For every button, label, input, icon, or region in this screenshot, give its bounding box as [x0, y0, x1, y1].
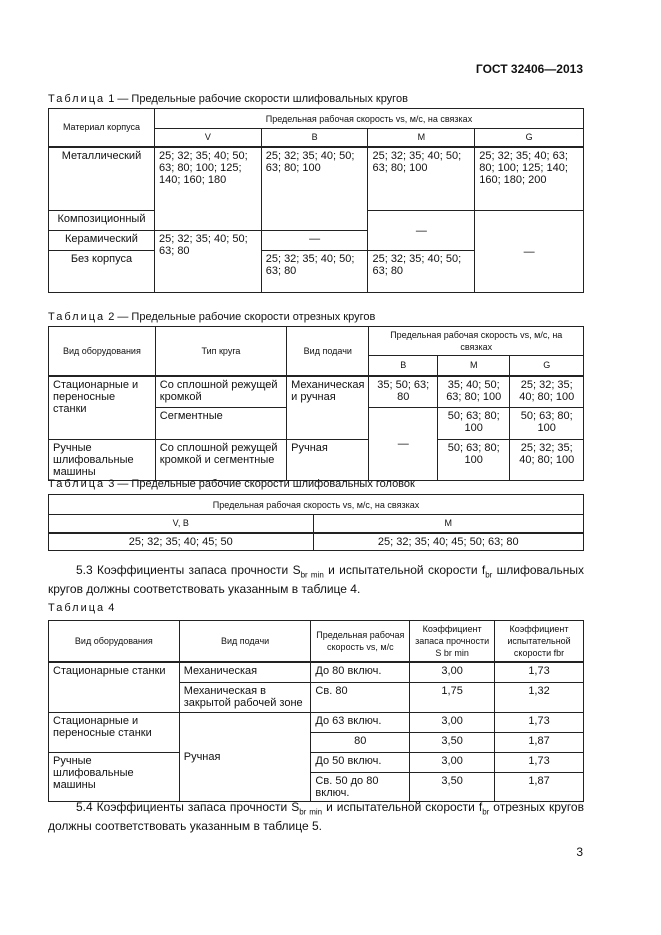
- t1-bond-g: G: [475, 129, 584, 147]
- p53-text-a: 5.3 Коэффициенты запаса прочности S: [76, 563, 301, 577]
- table1: [48, 108, 584, 293]
- t2-dash-b: —: [369, 408, 438, 481]
- t2-r1-b: 35; 50; 63; 80: [369, 376, 438, 408]
- t1-metal-v: 25; 32; 35; 40; 50; 63; 80; 100; 125; 140; 160; 180: [154, 147, 261, 231]
- table3: [48, 494, 584, 551]
- paragraph-5-3: [48, 563, 584, 597]
- t2-bond-g: G: [510, 356, 584, 376]
- t1-bond-v: V: [154, 129, 261, 147]
- t3-val-vb: 25; 32; 35; 40; 45; 50: [49, 533, 314, 551]
- t1-material-metal: Металлический: [49, 147, 155, 211]
- t1-dash-g: —: [475, 211, 584, 293]
- t4-r1-coef: 3,00: [410, 662, 495, 682]
- t4-r5-speed: До 50 включ.: [311, 752, 410, 772]
- t4-r3-coef: 3,00: [410, 712, 495, 732]
- t4-r3-speed: До 63 включ.: [311, 712, 410, 732]
- p54-text-e: отрезных кругов должны соответствовать указанным в таблице 5.: [48, 800, 584, 834]
- t4-r4-coef: 3,50: [410, 732, 495, 752]
- t1-header-material: Материал корпуса: [49, 109, 155, 147]
- t2-r3-m: 50; 63; 80; 100: [437, 440, 509, 481]
- t4-header-speed: Предельная рабочая скорость vs, м/с: [311, 621, 410, 663]
- t3-bond-vb: V, B: [49, 515, 314, 533]
- paragraph-5-4: [48, 800, 584, 834]
- t1-metal-g: 25; 32; 35; 40; 63; 80; 100; 125; 140; 160; 180; 200: [475, 147, 584, 211]
- p53-sub-b: br min: [300, 570, 324, 580]
- p54-sub-d: br: [482, 807, 490, 817]
- table3-caption: [48, 478, 415, 490]
- t4-feed-mech: Механическая: [179, 662, 311, 682]
- t2-wheel-segment: Сегментные: [155, 408, 286, 440]
- t4-r4-test: 1,87: [495, 732, 584, 752]
- t4-header-equipment: Вид оборудования: [49, 621, 180, 663]
- t4-equipment-stationary-portable: Стационарные и переносные станки: [49, 712, 180, 752]
- table2-caption-word: Таблица: [48, 311, 106, 323]
- t3-header-speed: Предельная рабочая скорость vs, м/с, на связках: [49, 495, 584, 515]
- t2-feed-manual: Ручная: [287, 440, 369, 481]
- t4-header-test: Коэффициент испытательной скорости fbr: [495, 621, 584, 663]
- t4-r2-coef: 1,75: [410, 682, 495, 712]
- t1-metal-b: 25; 32; 35; 40; 50; 63; 80; 100: [261, 147, 368, 231]
- table2-caption: [48, 311, 375, 323]
- t2-header-wheel: Тип круга: [155, 327, 286, 376]
- t4-header-feed: Вид подачи: [179, 621, 311, 663]
- table1-caption: [48, 93, 408, 105]
- t2-header-speed: Предельная рабочая скорость vs, м/с, на связках: [369, 327, 584, 356]
- table1-caption-word: Таблица: [48, 93, 106, 105]
- t2-r1-m: 35; 40; 50; 63; 80; 100: [437, 376, 509, 408]
- table4-caption: [48, 602, 114, 614]
- table4-caption-word: Таблица: [48, 602, 106, 614]
- p54-text-c: и испытательной скорости f: [322, 800, 483, 814]
- t4-equipment-handheld: Ручные шлифовальные машины: [49, 752, 180, 801]
- t2-r2-g: 50; 63; 80; 100: [510, 408, 584, 440]
- t4-r6-speed: Св. 50 до 80 включ.: [311, 772, 410, 801]
- t1-dash-b: —: [261, 231, 368, 251]
- t4-feed-manual: Ручная: [179, 712, 311, 801]
- table4-caption-text: 4: [108, 602, 115, 614]
- t2-wheel-solid: Со сплошной режущей кромкой: [155, 376, 286, 408]
- t4-r6-test: 1,87: [495, 772, 584, 801]
- t4-r5-coef: 3,00: [410, 752, 495, 772]
- t3-bond-m: M: [313, 515, 584, 533]
- p54-text-a: 5.4 Коэффициенты запаса прочности S: [76, 800, 300, 814]
- t1-ceramic-v: 25; 32; 35; 40; 50; 63; 80: [154, 231, 261, 293]
- t2-r2-m: 50; 63; 80; 100: [437, 408, 509, 440]
- t4-header-coef: Коэффициент запаса прочности S br min: [410, 621, 495, 663]
- t2-feed-mech-manual: Механическая и ручная: [287, 376, 369, 440]
- t2-header-equipment: Вид оборудования: [49, 327, 156, 376]
- t2-header-feed: Вид подачи: [287, 327, 369, 376]
- t1-header-speed: Предельная рабочая скорость vs, м/с, на связках: [154, 109, 583, 129]
- t1-material-composite: Композиционный: [49, 211, 155, 231]
- t2-r3-g: 25; 32; 35; 40; 80; 100: [510, 440, 584, 481]
- table4: [48, 620, 584, 802]
- t1-bond-b: B: [261, 129, 368, 147]
- t2-bond-m: M: [437, 356, 509, 376]
- t4-r4-speed: 80: [311, 732, 410, 752]
- page-number: 3: [576, 845, 583, 859]
- table3-caption-text: 3 — Предельные рабочие скорости шлифовальных головок: [108, 478, 415, 490]
- standard-number: ГОСТ 32406—2013: [475, 62, 583, 76]
- t1-bond-m: M: [368, 129, 475, 147]
- p54-sub-b: br min: [299, 807, 323, 817]
- table3-caption-word: Таблица: [48, 478, 106, 490]
- t4-feed-mech-closed: Механическая в закрытой рабочей зоне: [179, 682, 311, 712]
- t4-r1-speed: До 80 включ.: [311, 662, 410, 682]
- t4-r5-test: 1,73: [495, 752, 584, 772]
- p53-text-c: и испытательной скорости f: [323, 563, 486, 577]
- t1-material-nocase: Без корпуса: [49, 251, 155, 293]
- table2: [48, 326, 584, 481]
- t1-dash-m: —: [368, 211, 475, 251]
- table2-caption-text: 2 — Предельные рабочие скорости отрезных кругов: [108, 311, 376, 323]
- p53-sub-d: br: [485, 570, 493, 580]
- t3-val-m: 25; 32; 35; 40; 45; 50; 63; 80: [313, 533, 584, 551]
- t4-r2-test: 1,32: [495, 682, 584, 712]
- t1-material-ceramic: Керамический: [49, 231, 155, 251]
- t1-nocase-b: 25; 32; 35; 40; 50; 63; 80: [261, 251, 368, 293]
- t4-r6-coef: 3,50: [410, 772, 495, 801]
- t4-r1-test: 1,73: [495, 662, 584, 682]
- t2-equipment-handheld: Ручные шлифовальные машины: [49, 440, 156, 481]
- t2-wheel-solid-segment: Со сплошной режущей кромкой и сегментные: [155, 440, 286, 481]
- t4-r2-speed: Св. 80: [311, 682, 410, 712]
- t2-bond-b: B: [369, 356, 438, 376]
- t2-equipment-stationary: Стационарные и переносные станки: [49, 376, 156, 440]
- t2-r1-g: 25; 32; 35; 40; 80; 100: [510, 376, 584, 408]
- t1-nocase-m: 25; 32; 35; 40; 50; 63; 80: [368, 251, 475, 293]
- p53-text-e: шлифовальных кругов должны соответствовать указанным в таблице 4.: [48, 563, 584, 597]
- table1-caption-text: 1 — Предельные рабочие скорости шлифовальных кругов: [108, 93, 408, 105]
- t4-r3-test: 1,73: [495, 712, 584, 732]
- t1-metal-m: 25; 32; 35; 40; 50; 63; 80; 100: [368, 147, 475, 211]
- t4-equipment-stationary: Стационарные станки: [49, 662, 180, 712]
